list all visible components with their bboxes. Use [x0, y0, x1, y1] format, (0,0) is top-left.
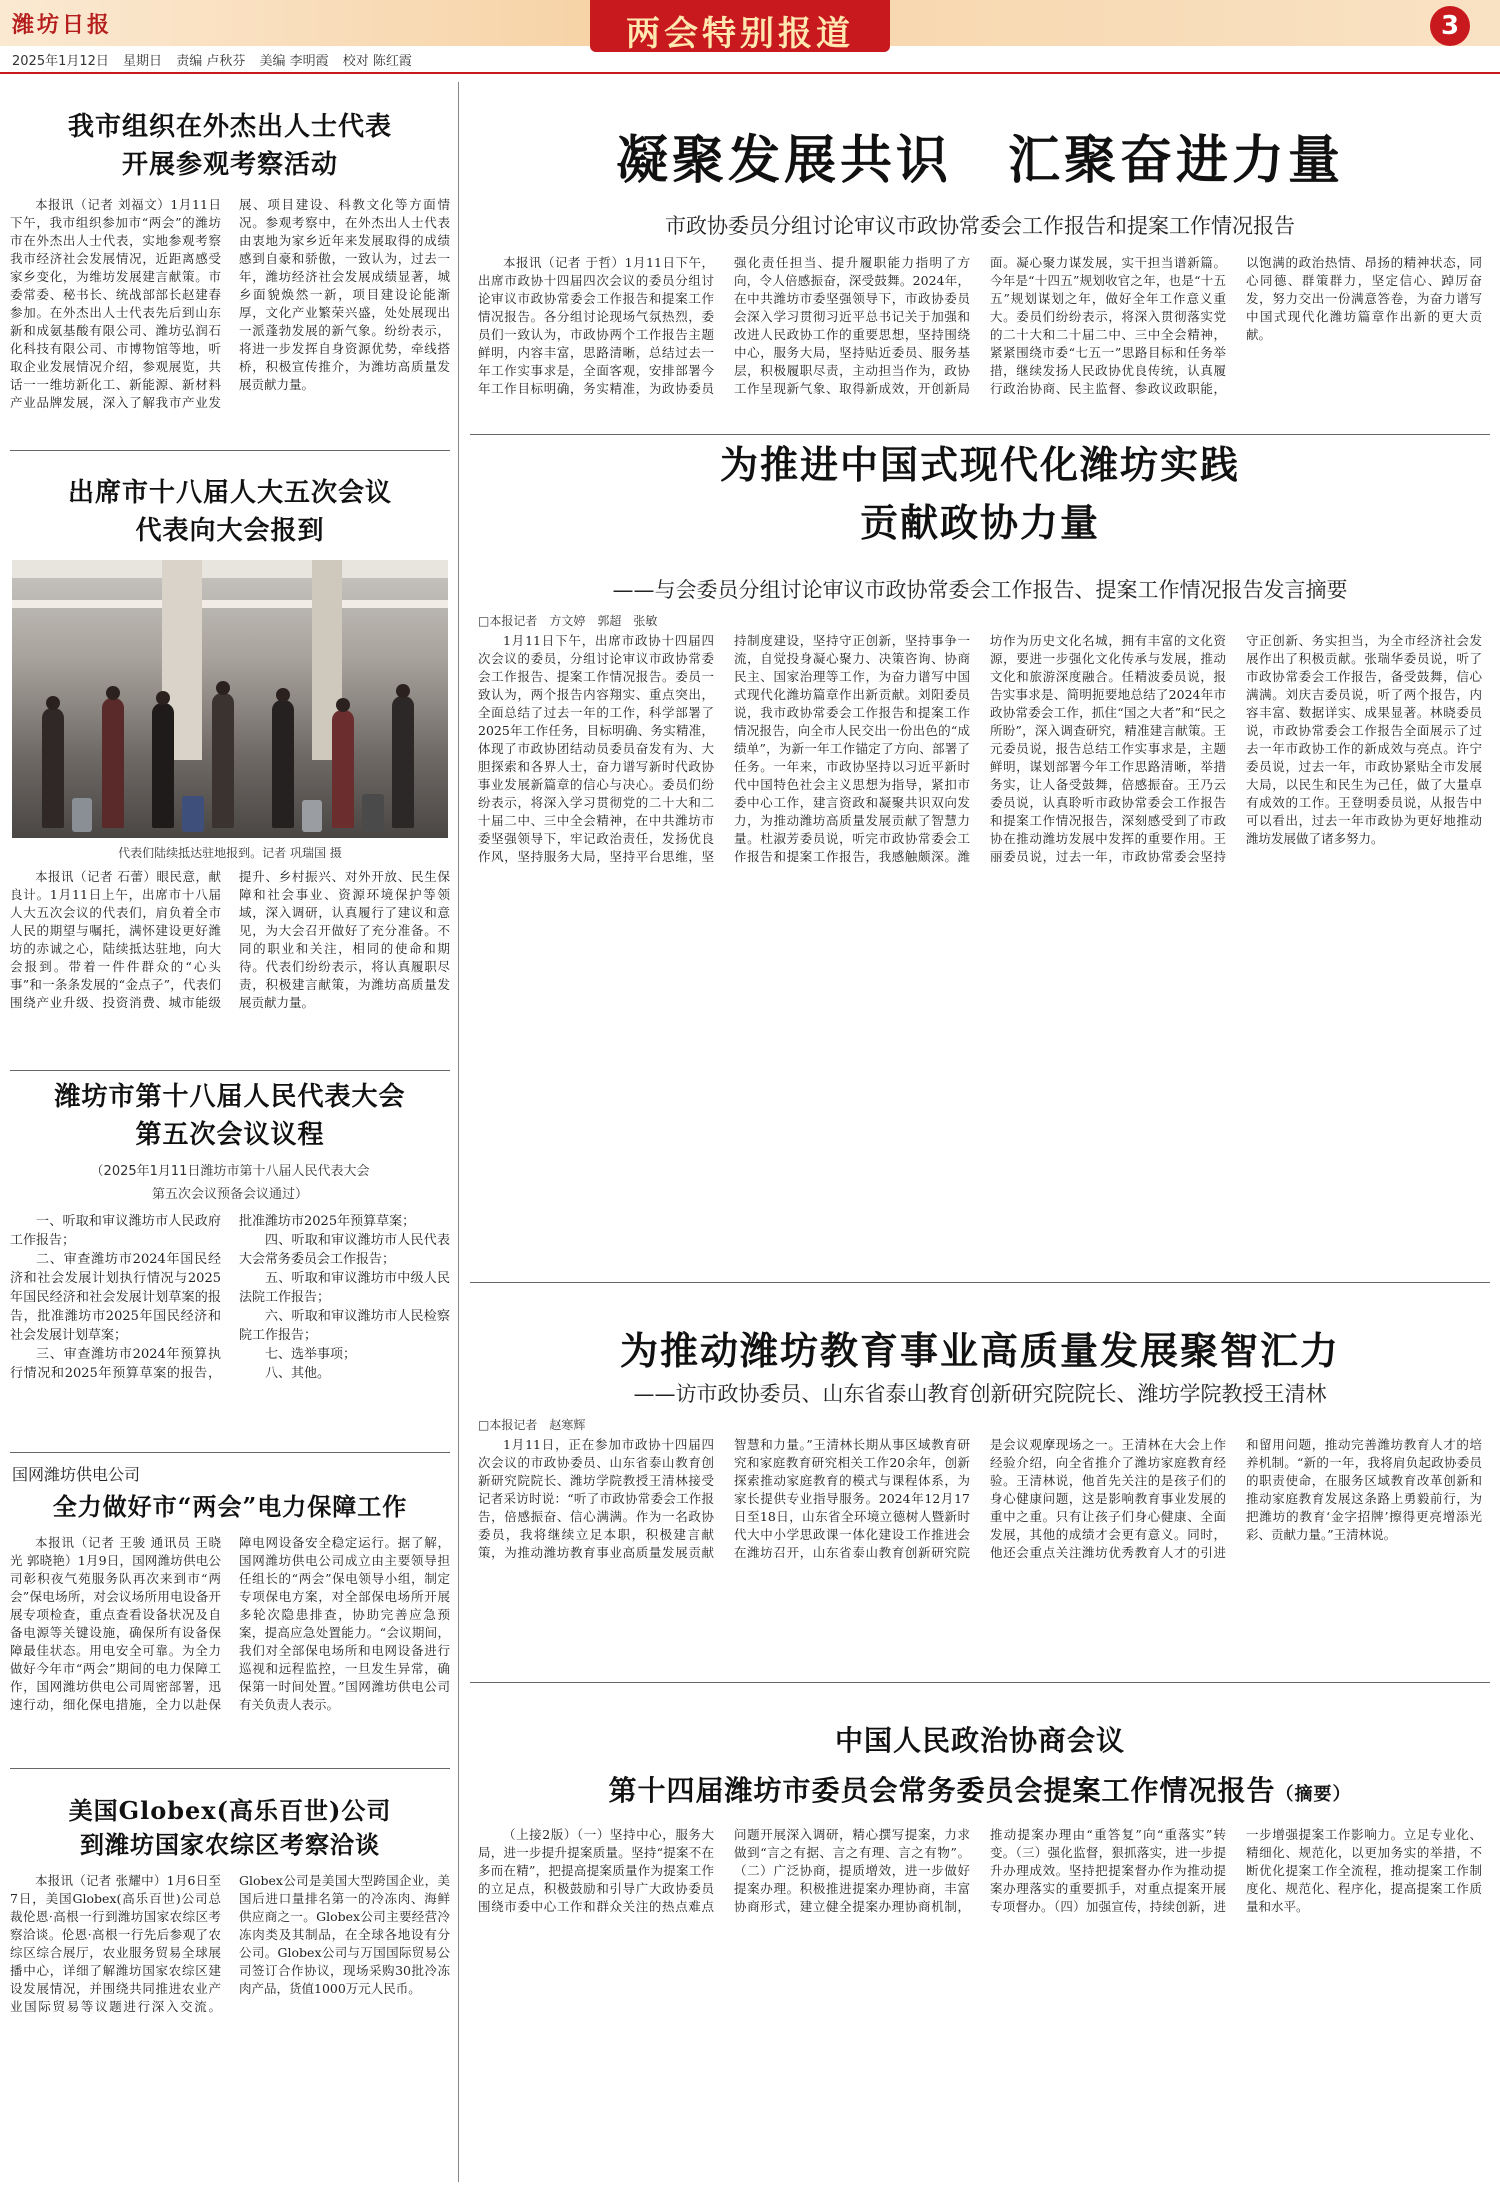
- masthead-info: [12, 50, 422, 69]
- agenda-title: [10, 1078, 450, 1154]
- agenda-item: 六、听取和审议潍坊市人民检察院工作报告；: [239, 1309, 450, 1343]
- staff-editor: 责编 卢秋芬: [176, 54, 246, 69]
- mid-subhead: ——与会委员分组讨论审议市政协常委会工作报告、提案工作情况报告发言摘要: [612, 578, 1348, 602]
- paper-name: 潍坊日报: [12, 12, 113, 38]
- agenda-item: 七、选举事项；: [265, 1347, 357, 1362]
- agenda-note-line2: 第五次会议预备会议通过）: [151, 1187, 308, 1202]
- agenda-item: 五、听取和审议潍坊市中级人民法院工作报告；: [239, 1271, 450, 1305]
- agenda-list: [10, 1212, 450, 1442]
- article5-title-line1: 美国Globex(高乐百世)公司: [68, 1796, 392, 1825]
- article3-divider: [10, 1452, 450, 1453]
- lower-divider: [470, 1682, 1490, 1683]
- article1-body: 本报讯（记者 刘福文）1月11日下午，我市组织参加市“两会”的潍坊市在外杰出人士代表，实地参观考察我市经济社会发展情况，近距离感受家乡变化，为维坊发展建言献策。市委常委、秘书长、统战部部长赵建春参加。在外杰出人士代表先后到山东新和成氨基酸有限公司、潍坊弘润石化科技有限公司、市博物馆等地，听取企业发展情况介绍，参观展览，共话一一维坊新化工、新能源、新材料产业品牌发展，深入了解我市产业发展、项目建设、科教文化等方面情况。参观考察中，在外杰出人士代表由衷地为家乡近年来发展取得的成绩感到自豪和骄傲，一致认为，过去一年，潍坊经济社会发展成绩显著，城乡面貌焕然一新，项目建设论能渐厚，文化产业繁荣兴盛，处处展现出一派蓬勃发展的新气象。纷纷表示，将进一步发挥自身资源优势，牵线搭桥，积极宣传推介，为潍坊高质量发展贡献力量。: [10, 197, 450, 410]
- top-body: 本报讯（记者 于哲）1月11日下午，出席市政协十四届四次会议的委员分组讨论审议市政协常委会工作报告和提案工作情况报告。各分组讨论现场气氛热烈，委员们一致认为，市政协两个工作报告主题鲜明，内容丰富，思路清晰，总结过去一年工作实事求是，全面客观，安排部署今年工作目标明确，务实精准，为政协委员强化责任担当、提升履职能力指明了方向，令人倍感振奋，深受鼓舞。2024年，在中共潍坊市委坚强领导下，市政协委员会深入学习贯彻习近平总书记关于加强和改进人民政协工作的重要思想，坚持围绕中心，服务大局，坚持贴近委员、服务基层，积极履职尽责，主动担当作为，政协工作呈现新气象、取得新成效，开创新局面。凝心聚力谋发展，实干担当谱新篇。今年是“十四五”规划收官之年，也是“十五五”规划谋划之年，做好全年工作意义重大。委员们纷纷表示，将深入贯彻落实党的二十大和二十届二中、三中全会精神，紧紧围绕市委“七五一”思路目标和任务举措，继续发扬人民政协优良传统，认真履行政治协商、民主监督、参政议政职能，以饱满的政治热情、昂扬的精神状态，同心同德、群策群力，坚定信心、踔厉奋发，努力交出一份满意答卷，为奋力谱写中国式现代化潍坊篇章作出新的更大贡献。: [478, 255, 1482, 396]
- mid-headline-line2: 贡献政协力量: [859, 500, 1100, 545]
- article1-title: [10, 108, 450, 184]
- article1-title-line2: 开展参观考察活动: [121, 150, 338, 180]
- agenda-item: 三、审查潍坊市2024年预算执行情况和2025年预算草案的报告，批准潍坊市2025年预算草案；: [10, 1214, 416, 1381]
- article1-divider: [10, 450, 450, 451]
- agenda-title-line1: 潍坊市第十八届人民代表大会: [54, 1082, 406, 1112]
- photo-caption: 代表们陆续抵达驻地报到。记者 巩瑞国 摄: [118, 846, 342, 860]
- report-title-line2: [470, 1772, 1490, 1814]
- article5-title-line2: 到潍坊国家农综区考察洽谈: [80, 1830, 380, 1859]
- masthead-rule: [0, 72, 1500, 74]
- mid-headline-line1: 为推进中国式现代化潍坊实践: [719, 442, 1240, 487]
- mid-byline: □本报记者 方文婷 郭超 张敏: [478, 614, 658, 628]
- article4-kicker: 国网潍坊供电公司: [12, 1465, 141, 1484]
- report-title-tag: （摘要）: [1275, 1784, 1352, 1805]
- article2-title: [10, 474, 450, 550]
- staff-proofreader: 校对 陈红霞: [342, 54, 412, 69]
- article2-divider: [10, 1070, 450, 1071]
- delegates-arrival-photo: [12, 560, 448, 838]
- agenda-item: 八、其他。: [265, 1366, 331, 1381]
- top-headline: 凝聚发展共识 汇聚奋进力量: [615, 130, 1344, 191]
- masthead: [0, 0, 1500, 92]
- top-divider: [470, 434, 1490, 435]
- agenda-item: 一、听取和审议潍坊市人民政府工作报告；: [10, 1214, 221, 1248]
- agenda-title-line2: 第五次会议议程: [135, 1120, 325, 1150]
- issue-weekday: 星期日: [123, 54, 163, 69]
- report-title-line1: 中国人民政治协商会议: [834, 1724, 1125, 1757]
- lower-headline: 为推动潍坊教育事业高质量发展聚智汇力: [619, 1328, 1340, 1373]
- staff-designer: 美编 李明霞: [259, 54, 329, 69]
- page-number: 3: [1430, 6, 1470, 46]
- article2-title-line1: 出席市十八届人大五次会议: [67, 478, 392, 508]
- article4-body: 本报讯（记者 王骏 通讯员 王晓光 郭晓艳）1月9日，国网潍坊供电公司彰积夜气苑服务队再次来到市“两会”保电场所，对会议场所用电设备开展专项检查，重点查看设备状况及自备电源等关键设施，确保所有设备保障最佳状态。用电安全可靠。为全力做好今年市“两会”期间的电力保障工作，国网潍坊供电公司周密部署，迅速行动，细化保电措施，全力以赴保障电网设备安全稳定运行。据了解，国网潍坊供电公司成立由主要领导担任组长的“两会”保电领导小组，制定专项保电方案，对全部保电场所开展多轮次隐患排查，协助完善应急预案，提高应急处置能力。“会议期间，我们对全部保电场所和电网设备进行巡视和远程监控，一旦发生异常，确保第一时间处置。”国网潍坊供电公司有关负责人表示。: [10, 1535, 450, 1712]
- section-banner-text: 两会特别报道: [626, 14, 854, 54]
- article4-title: 全力做好市“两会”电力保障工作: [52, 1492, 408, 1521]
- mid-body: 1月11日下午，出席市政协十四届四次会议的委员，分组讨论审议市政协常委会工作报告、提案工作情况报告。委员一致认为，两个报告内容翔实、重点突出，全面总结了过去一年的工作，科学部署了2025年工作任务，目标明确、务实精准，体现了市政协团结动员委员奋发有为、大胆探索和各界人士，奋力谱写新时代政协事业发展新篇章的信心与决心。委员们纷纷表示，将深入学习贯彻党的二十大和二十届二中、三中全会精神，在中共潍坊市委坚强领导下，牢记政治责任，发扬优良作风，坚持服务大局，坚持平台思维，坚持制度建设，坚持守正创新，坚持事争一流，自觉投身凝心聚力、决策咨询、协商民主、国家治理等工作，为奋力谱写中国式现代化潍坊篇章作出新贡献。刘阳委员说，我市政协常委会工作报告和提案工作情况报告，向全市人民交出一份出色的“成绩单”，为新一年工作锚定了方向、部署了任务。一年来，市政协坚持以习近平新时代中国特色社会主义思想为指导，紧扣市委中心工作，建言资政和凝聚共识双向发力，为推动潍坊高质量发展贡献了智慧力量。杜淑芳委员说，听完市政协常委会工作报告和提案工作报告，我感触颇深。潍坊作为历史文化名城，拥有丰富的文化资源，要进一步强化文化传承与发展，推动文化和旅游深度融合。任精波委员说，报告实事求是、简明扼要地总结了2024年市政协常委会工作，抓住“国之大者”和“民之所盼”，深入调查研究，精准建言献策。王元委员说，报告总结工作实事求是，主题鲜明，谋划部署今年工作思路清晰，举措务实，让人备受鼓舞，倍感振奋。王乃云委员说，认真聆听市政协常委会工作报告和提案工作情况报告，深刻感受到了市政协在推动潍坊发展中发挥的重要作用。王丽委员说，过去一年，市政协常委会坚持守正创新、务实担当，为全市经济社会发展作出了积极贡献。张瑞华委员说，听了市政协常委会工作报告，备受鼓舞，信心满满。刘庆吉委员说，听了两个报告，内容丰富、数据详实、成果显著。林晓委员说，市政协常委会工作报告全面展示了过去一年市政协工作的新成效与亮点。许宁委员说，过去一年，市政协紧贴全市发展大局，以民生和民生为己任，做了大量卓有成效的工作。王登明委员说，从报告中可以看出，过去一年市政协为更好地推动潍坊发展做了诸多努力。: [478, 633, 1482, 864]
- agenda-item: 二、审查潍坊市2024年国民经济和社会发展计划执行情况与2025年国民经济和社会发展计划草案的报告，批准潍坊市2025年国民经济和社会发展计划草案；: [10, 1252, 221, 1343]
- section-banner: [590, 0, 890, 52]
- agenda-note: [10, 1160, 450, 1202]
- issue-date: 2025年1月12日: [12, 54, 109, 69]
- mid-divider: [470, 1282, 1490, 1283]
- report-title-main: 第十四届潍坊市委员会常务委员会提案工作情况报告: [608, 1774, 1276, 1807]
- lower-body: 1月11日，正在参加市政协十四届四次会议的市政协委员、山东省泰山教育创新研究院院长、潍坊学院教授王清林接受记者采访时说：“听了市政协常委会工作报告，倍感振奋、信心满满。作为一名政协委员，我将继续立足本职，积极建言献策，为推动潍坊教育事业高质量发展贡献智慧和力量。”王清林长期从事区域教育研究和家庭教育研究相关工作20余年，创新探索推动家庭教育的模式与课程体系，为家长提供专业指导服务。2024年12月17日至18日，山东省全环境立德树人暨新时代大中小学思政课一体化建设工作推进会在潍坊召开，山东省泰山教育创新研究院是会议观摩现场之一。王清林在大会上作经验介绍，向全省推介了潍坊家庭教育经验。王清林说，他首先关注的是孩子们的身心健康问题，这是影响教育事业发展的重中之重。只有让孩子们身心健康、全面发展，其他的成绩才会更有意义。同时，他还会重点关注潍坊优秀教育人才的引进和留用问题，推动完善潍坊教育人才的培养机制。“新的一年，我将肩负起政协委员的职责使命，在服务区域教育改革创新和推动家庭教育发展这条路上勇毅前行，为把潍坊的教育‘金字招牌’擦得更亮增添光彩、贡献力量。”王清林说。: [478, 1437, 1482, 1560]
- article2-body: 本报讯（记者 石蕾）眼民意，献良计。1月11日上午，出席市十八届人大五次会议的代表们，肩负着全市人民的期望与嘱托，满怀建设更好潍坊的赤诚之心，陆续抵达驻地，向大会报到。带着一件件群众的“心头事”和一条条发展的“金点子”，代表们围绕产业升级、投资消费、城市能级提升、乡村振兴、对外开放、民生保障和社会事业、资源环境保护等领域，深入调研，认真履行了建议和意见，为大会召开做好了充分准备。不同的职业和关注，相同的使命和期待。代表们纷纷表示，将认真履职尽责，积极建言献策，为潍坊高质量发展贡献力量。: [10, 869, 450, 1010]
- article5-body: 本报讯（记者 张耀中）1月6日至7日，美国Globex(高乐百世)公司总裁伦恩·高根一行到潍坊国家农综区考察洽谈。伦恩·高根一行先后参观了农综区综合展厅，农业服务贸易全球展播中心，详细了解潍坊国家农综区建设发展情况，并围绕共同推进农业产业国际贸易等议题进行深入交流。Globex公司是美国大型跨国企业，美国后进口量排名第一的冷冻肉、海鲜供应商之一。Globex公司主要经营冷冻肉类及其制品，在全球各地设有分公司。Globex公司与万国国际贸易公司签订合作协议，现场采购30批冷冻肉产品，货值1000万元人民币。: [10, 1873, 450, 2014]
- column-divider: [458, 82, 459, 2182]
- article5-title: [10, 1794, 450, 1862]
- article1-title-line1: 我市组织在外杰出人士代表: [67, 112, 392, 142]
- report-body: （上接2版）（一）坚持中心，服务大局，进一步提升提案质量。坚持“提案不在多而在精”，把提高提案质量作为提案工作的立足点，积极鼓励和引导广大政协委员围绕市委中心工作和群众关注的热点难点问题开展深入调研，精心撰写提案，力求做到“言之有据、言之有理、言之有物”。（二）广泛协商，提质增效，进一步做好提案办理。积极推进提案办理协商，丰富协商形式，建立健全提案办理协商机制，推动提案办理由“重答复”向“重落实”转变。（三）强化监督，狠抓落实，进一步提升办理成效。坚持把提案督办作为推动提案办理落实的重要抓手，对重点提案开展专项督办。（四）加强宣传，持续创新，进一步增强提案工作影响力。立足专业化、精细化、规范化，以更加务实的举措，不断优化提案工作全流程，推动提案工作制度化、规范化、程序化，提高提案工作质量和水平。: [478, 1827, 1482, 1914]
- article2-title-line2: 代表向大会报到: [135, 516, 325, 546]
- mid-headline: [470, 436, 1490, 552]
- article4-divider: [10, 1768, 450, 1769]
- lower-subhead: ——访市政协委员、山东省泰山教育创新研究院院长、潍坊学院教授王清林: [633, 1382, 1327, 1406]
- agenda-note-line1: （2025年1月11日潍坊市第十八届人民代表大会: [90, 1164, 370, 1179]
- agenda-item: 四、听取和审议潍坊市人民代表大会常务委员会工作报告；: [239, 1233, 450, 1267]
- lower-byline: □本报记者 赵寒辉: [478, 1418, 586, 1432]
- top-subhead: 市政协委员分组讨论审议市政协常委会工作报告和提案工作情况报告: [665, 214, 1295, 238]
